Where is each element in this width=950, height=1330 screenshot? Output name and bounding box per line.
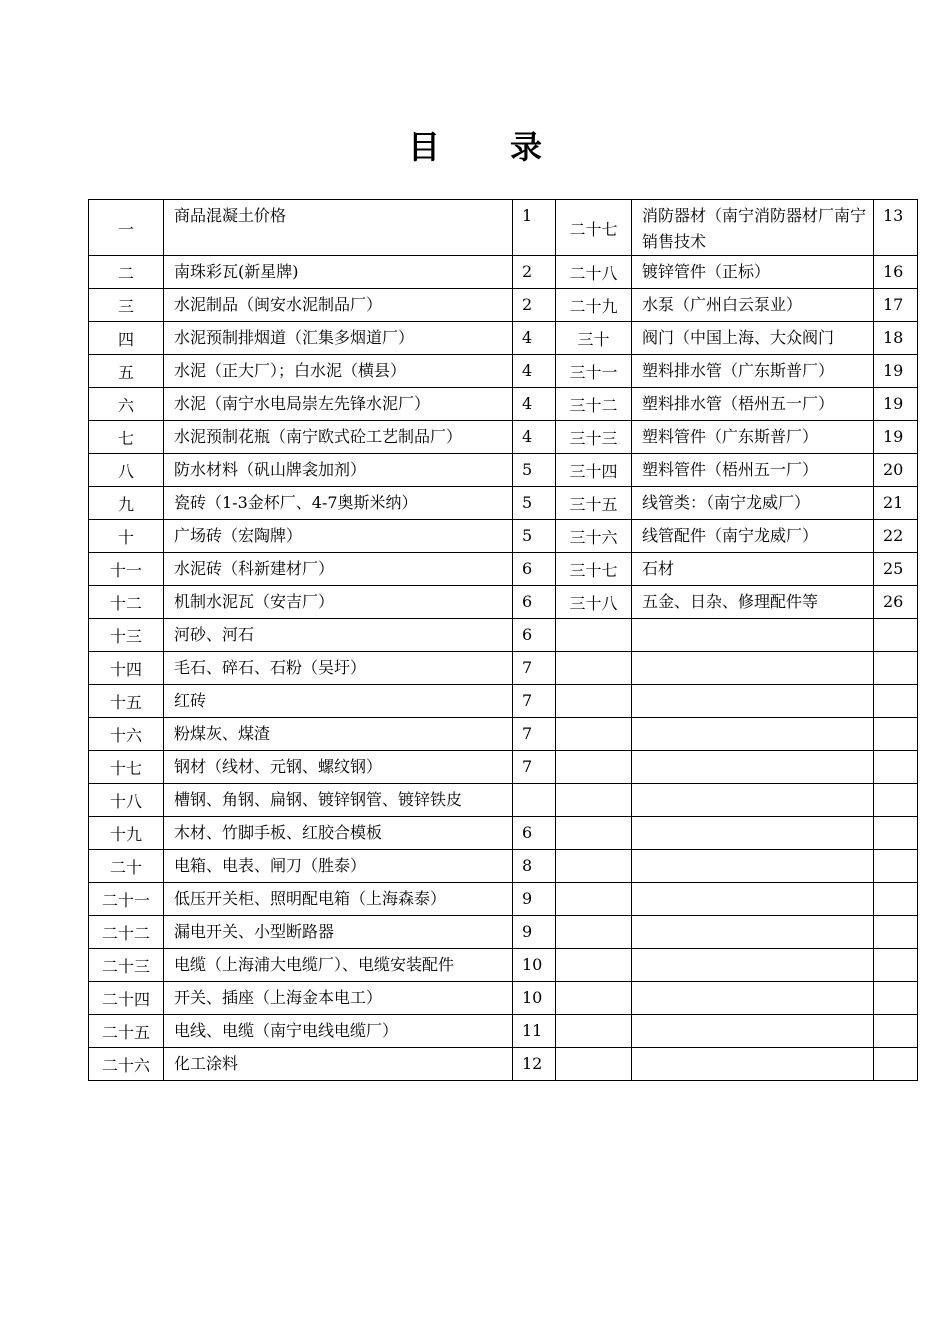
- toc-entry-name: 阀门（中国上海、大众阀门: [642, 328, 835, 347]
- toc-page-number: 11: [522, 1021, 543, 1040]
- toc-number-cell: [89, 322, 164, 355]
- toc-entry-name: 漏电开关、小型断路器: [174, 922, 335, 941]
- toc-number-cell: [556, 487, 632, 520]
- toc-page-number-cell: [513, 685, 556, 718]
- toc-page-number-cell: [513, 619, 556, 652]
- toc-entry-name-cell: [164, 322, 513, 355]
- toc-page-number-cell: [513, 520, 556, 553]
- toc-row: [89, 685, 918, 718]
- toc-number-cell: [89, 520, 164, 553]
- toc-number: 二十二: [101, 924, 150, 943]
- toc-number-cell: [89, 751, 164, 784]
- toc-page-number: 4: [522, 427, 533, 446]
- toc-number: 十九: [109, 825, 142, 844]
- toc-entry-name: 水泥预制排烟道（汇集多烟道厂）: [174, 328, 415, 347]
- toc-entry-name: 石材: [642, 559, 675, 578]
- toc-row: [89, 1048, 918, 1081]
- toc-number-cell: [89, 388, 164, 421]
- toc-number: 三十八: [569, 594, 618, 613]
- toc-page-number-cell: [513, 1015, 556, 1048]
- toc-page-number: 6: [522, 592, 533, 611]
- toc-entry-name-cell: [632, 1015, 874, 1048]
- toc-number: 二十六: [101, 1056, 150, 1075]
- toc-number: 一: [117, 219, 134, 239]
- toc-number: 三十三: [569, 429, 618, 448]
- toc-page-number: 1: [522, 206, 533, 225]
- toc-entry-name-cell: [632, 751, 874, 784]
- toc-page-number-cell: [513, 355, 556, 388]
- toc-page-number: 20: [883, 460, 904, 479]
- toc-number: 二十三: [101, 957, 150, 976]
- toc-page-number: 7: [522, 691, 533, 710]
- toc-page-number-cell: [513, 850, 556, 883]
- toc-entry-name: 消防器材（南宁消防器材厂南宁销售技术: [642, 206, 867, 251]
- toc-page-number-cell: [513, 454, 556, 487]
- toc-row: [89, 487, 918, 520]
- toc-number-cell: [556, 586, 632, 619]
- toc-number: 十五: [109, 693, 142, 712]
- toc-number-cell: [89, 982, 164, 1015]
- toc-number: 十三: [109, 627, 142, 646]
- toc-entry-name: 线管配件（南宁龙威厂）: [642, 526, 819, 545]
- toc-page-number-cell: [513, 487, 556, 520]
- toc-page-number-cell: [874, 256, 918, 289]
- toc-entry-name: 电箱、电表、闸刀（胜泰）: [174, 856, 367, 875]
- toc-number-cell: [556, 718, 632, 751]
- toc-number-cell: [89, 454, 164, 487]
- toc-page-number: 4: [522, 394, 533, 413]
- toc-page-number-cell: [513, 256, 556, 289]
- toc-entry-name-cell: [164, 388, 513, 421]
- toc-number-cell: [89, 1048, 164, 1081]
- toc-number-cell: [556, 949, 632, 982]
- toc-page-number-cell: [874, 685, 918, 718]
- toc-number: 七: [117, 429, 134, 448]
- toc-entry-name-cell: [632, 200, 874, 256]
- toc-page-number-cell: [513, 751, 556, 784]
- toc-entry-name: 红砖: [174, 691, 207, 710]
- toc-entry-name: 机制水泥瓦（安吉厂）: [174, 592, 335, 611]
- toc-entry-name-cell: [164, 200, 513, 256]
- toc-number-cell: [556, 388, 632, 421]
- toc-entry-name: 塑料排水管（广东斯普厂）: [642, 361, 835, 380]
- toc-page-number-cell: [874, 289, 918, 322]
- toc-page-number: 21: [883, 493, 904, 512]
- toc-entry-name: 槽钢、角钢、扁钢、镀锌钢管、镀锌铁皮: [174, 790, 463, 809]
- toc-entry-name-cell: [632, 949, 874, 982]
- toc-entry-name: 水泥预制花瓶（南宁欧式砼工艺制品厂）: [174, 427, 463, 446]
- toc-entry-name-cell: [632, 718, 874, 751]
- toc-entry-name-cell: [632, 685, 874, 718]
- toc-number: 二十一: [101, 891, 150, 910]
- toc-entry-name: 电缆（上海浦大电缆厂）、电缆安装配件: [174, 955, 455, 974]
- toc-page-number-cell: [513, 982, 556, 1015]
- toc-number-cell: [556, 200, 632, 256]
- toc-page-number: 9: [522, 889, 533, 908]
- toc-number-cell: [556, 850, 632, 883]
- toc-entry-name-cell: [632, 421, 874, 454]
- toc-row: [89, 718, 918, 751]
- toc-page-number-cell: [874, 718, 918, 751]
- toc-page-number: 19: [883, 361, 904, 380]
- toc-page-number: 5: [522, 526, 533, 545]
- toc-entry-name: 电线、电缆（南宁电线电缆厂）: [174, 1021, 399, 1040]
- toc-entry-name: 镀锌管件（正标）: [642, 262, 771, 281]
- toc-entry-name-cell: [164, 520, 513, 553]
- toc-number: 二十五: [101, 1023, 150, 1042]
- toc-number: 二十七: [569, 219, 618, 239]
- toc-entry-name-cell: [164, 619, 513, 652]
- toc-entry-name-cell: [632, 454, 874, 487]
- toc-page-number-cell: [874, 355, 918, 388]
- toc-page-number-cell: [513, 949, 556, 982]
- toc-number-cell: [89, 289, 164, 322]
- toc-page-number-cell: [513, 421, 556, 454]
- toc-page-number-cell: [874, 916, 918, 949]
- toc-number: 六: [117, 396, 134, 415]
- toc-number: 九: [117, 495, 134, 514]
- toc-entry-name-cell: [164, 850, 513, 883]
- toc-number: 十: [117, 528, 134, 547]
- toc-number: 三十一: [569, 363, 618, 382]
- toc-number: 三十五: [569, 495, 618, 514]
- toc-row: [89, 520, 918, 553]
- toc-entry-name: 开关、插座（上海金本电工）: [174, 988, 383, 1007]
- toc-number: 十四: [109, 660, 142, 679]
- toc-number-cell: [556, 685, 632, 718]
- toc-number: 二十四: [101, 990, 150, 1009]
- toc-number: 十七: [109, 759, 142, 778]
- toc-row: [89, 553, 918, 586]
- toc-entry-name: 钢材（线材、元钢、螺纹钢）: [174, 757, 383, 776]
- toc-number: 三十六: [569, 528, 618, 547]
- toc-number: 二十八: [569, 264, 618, 283]
- toc-entry-name: 线管类：（南宁龙威厂）: [642, 493, 811, 512]
- toc-page-number-cell: [513, 388, 556, 421]
- toc-page-number-cell: [874, 850, 918, 883]
- toc-entry-name-cell: [164, 289, 513, 322]
- toc-entry-name-cell: [632, 553, 874, 586]
- toc-entry-name: 低压开关柜、照明配电箱（上海森泰）: [174, 889, 447, 908]
- toc-page-number: 25: [883, 559, 904, 578]
- toc-number-cell: [89, 355, 164, 388]
- toc-page-number: 22: [883, 526, 904, 545]
- toc-number: 五: [117, 363, 134, 382]
- toc-entry-name-cell: [164, 751, 513, 784]
- toc-number-cell: [89, 784, 164, 817]
- toc-row: [89, 256, 918, 289]
- toc-number-cell: [556, 553, 632, 586]
- toc-number-cell: [556, 355, 632, 388]
- toc-number-cell: [89, 619, 164, 652]
- toc-entry-name-cell: [632, 883, 874, 916]
- toc-entry-name: 水泥制品（闽安水泥制品厂）: [174, 295, 383, 314]
- toc-page-number-cell: [513, 652, 556, 685]
- toc-page-number-cell: [874, 388, 918, 421]
- toc-number-cell: [556, 454, 632, 487]
- toc-entry-name-cell: [632, 982, 874, 1015]
- toc-entry-name-cell: [164, 916, 513, 949]
- toc-number: 三十七: [569, 561, 618, 580]
- toc-entry-name-cell: [632, 388, 874, 421]
- toc-entry-name: 广场砖（宏陶牌）: [174, 526, 303, 545]
- toc-page-number-cell: [513, 784, 556, 817]
- toc-page-number: 17: [883, 295, 904, 314]
- toc-page-number-cell: [874, 883, 918, 916]
- toc-page-number: 6: [522, 559, 533, 578]
- toc-entry-name-cell: [632, 520, 874, 553]
- toc-entry-name-cell: [164, 1015, 513, 1048]
- toc-page-number-cell: [513, 817, 556, 850]
- toc-number-cell: [556, 289, 632, 322]
- toc-page-number-cell: [874, 982, 918, 1015]
- toc-entry-name: 塑料排水管（梧州五一厂）: [642, 394, 835, 413]
- toc-page-number-cell: [874, 652, 918, 685]
- toc-row: [89, 322, 918, 355]
- toc-entry-name-cell: [632, 355, 874, 388]
- toc-page-number-cell: [874, 949, 918, 982]
- toc-number-cell: [89, 685, 164, 718]
- toc-number-cell: [89, 949, 164, 982]
- toc-entry-name-cell: [164, 718, 513, 751]
- toc-page-number: 19: [883, 394, 904, 413]
- toc-entry-name: 防水材料（矾山牌衾加剂）: [174, 460, 367, 479]
- toc-row: [89, 388, 918, 421]
- toc-number-cell: [556, 883, 632, 916]
- toc-number: 二十九: [569, 297, 618, 316]
- toc-row: [89, 652, 918, 685]
- toc-number: 八: [117, 462, 134, 481]
- toc-entry-name-cell: [164, 553, 513, 586]
- toc-page-number-cell: [874, 487, 918, 520]
- toc-row: [89, 454, 918, 487]
- toc-entry-name-cell: [632, 487, 874, 520]
- toc-entry-name-cell: [164, 949, 513, 982]
- toc-row: [89, 289, 918, 322]
- toc-entry-name-cell: [632, 850, 874, 883]
- toc-entry-name-cell: [164, 421, 513, 454]
- toc-number-cell: [556, 520, 632, 553]
- toc-number: 十二: [109, 594, 142, 613]
- toc-number-cell: [556, 619, 632, 652]
- toc-page-number-cell: [874, 586, 918, 619]
- toc-page-number: 2: [522, 262, 533, 281]
- toc-number-cell: [556, 916, 632, 949]
- toc-entry-name: 塑料管件（广东斯普厂）: [642, 427, 819, 446]
- toc-entry-name: 南珠彩瓦(新星牌): [174, 262, 299, 281]
- toc-page-number: 12: [522, 1054, 543, 1073]
- toc-entry-name-cell: [164, 1048, 513, 1081]
- toc-page-number-cell: [874, 751, 918, 784]
- toc-page-number: 6: [522, 625, 533, 644]
- toc-entry-name-cell: [164, 883, 513, 916]
- toc-number-cell: [556, 817, 632, 850]
- toc-page-number-cell: [513, 200, 556, 256]
- toc-entry-name: 木材、竹脚手板、红胶合模板: [174, 823, 383, 842]
- toc-number: 十八: [109, 792, 142, 811]
- toc-row: [89, 200, 918, 256]
- toc-entry-name: 水泥（正大厂）；白水泥（横县）: [174, 361, 407, 380]
- toc-page-number: 9: [522, 922, 533, 941]
- toc-page-number: 2: [522, 295, 533, 314]
- toc-number: 十六: [109, 726, 142, 745]
- toc-row: [89, 619, 918, 652]
- toc-page-number-cell: [874, 817, 918, 850]
- toc-row: [89, 421, 918, 454]
- toc-number-cell: [556, 256, 632, 289]
- toc-row: [89, 1015, 918, 1048]
- toc-number: 二: [117, 264, 134, 283]
- toc-entry-name-cell: [632, 652, 874, 685]
- toc-number-cell: [89, 200, 164, 256]
- toc-number: 三十四: [569, 462, 618, 481]
- toc-page-number: 7: [522, 658, 533, 677]
- toc-entry-name-cell: [164, 355, 513, 388]
- toc-number-cell: [556, 982, 632, 1015]
- toc-page-number-cell: [513, 586, 556, 619]
- toc-page-number: 10: [522, 955, 543, 974]
- toc-number-cell: [89, 883, 164, 916]
- toc-number: 三十二: [569, 396, 618, 415]
- toc-number-cell: [89, 256, 164, 289]
- toc-page-number: 4: [522, 328, 533, 347]
- toc-page-number-cell: [874, 1048, 918, 1081]
- toc-number-cell: [89, 652, 164, 685]
- toc-number-cell: [89, 1015, 164, 1048]
- toc-entry-name-cell: [164, 454, 513, 487]
- toc-entry-name-cell: [164, 652, 513, 685]
- toc-page-number: 10: [522, 988, 543, 1007]
- toc-number-cell: [89, 586, 164, 619]
- toc-entry-name-cell: [164, 817, 513, 850]
- toc-row: [89, 355, 918, 388]
- toc-page-number: 7: [522, 757, 533, 776]
- toc-page-number-cell: [874, 200, 918, 256]
- toc-row: [89, 949, 918, 982]
- toc-number-cell: [89, 487, 164, 520]
- toc-number-cell: [89, 817, 164, 850]
- toc-entry-name-cell: [164, 487, 513, 520]
- toc-entry-name-cell: [164, 685, 513, 718]
- toc-page-number-cell: [513, 553, 556, 586]
- toc-row: [89, 586, 918, 619]
- title-char-1: 目: [407, 128, 440, 166]
- toc-entry-name-cell: [164, 256, 513, 289]
- toc-number-cell: [556, 1015, 632, 1048]
- toc-entry-name-cell: [632, 916, 874, 949]
- toc-number-cell: [89, 421, 164, 454]
- toc-page-number-cell: [874, 619, 918, 652]
- toc-number-cell: [556, 421, 632, 454]
- toc-number-cell: [556, 652, 632, 685]
- toc-entry-name-cell: [164, 982, 513, 1015]
- toc-number: 三: [117, 297, 134, 316]
- toc-table: [88, 199, 918, 1081]
- toc-page-number: 5: [522, 493, 533, 512]
- toc-number: 四: [117, 330, 134, 349]
- toc-entry-name: 水泥（南宁水电局崇左先锋水泥厂）: [174, 394, 431, 413]
- toc-page-number: 7: [522, 724, 533, 743]
- toc-entry-name-cell: [632, 256, 874, 289]
- toc-number-cell: [556, 751, 632, 784]
- toc-number: 十一: [109, 561, 142, 580]
- toc-page-number: 6: [522, 823, 533, 842]
- toc-entry-name: 化工涂料: [174, 1054, 239, 1073]
- toc-page-number-cell: [874, 454, 918, 487]
- toc-page-number-cell: [874, 784, 918, 817]
- toc-entry-name: 河砂、河石: [174, 625, 255, 644]
- toc-entry-name: 塑料管件（梧州五一厂）: [642, 460, 819, 479]
- toc-row: [89, 751, 918, 784]
- toc-page-number-cell: [513, 289, 556, 322]
- toc-entry-name: 商品混凝土价格: [174, 206, 287, 225]
- toc-entry-name-cell: [632, 817, 874, 850]
- toc-page-number: 19: [883, 427, 904, 446]
- toc-page-number: 18: [883, 328, 904, 347]
- toc-row: [89, 817, 918, 850]
- toc-page-number: 5: [522, 460, 533, 479]
- toc-row: [89, 784, 918, 817]
- toc-entry-name: 水泥砖（科新建材厂）: [174, 559, 335, 578]
- toc-number-cell: [89, 718, 164, 751]
- toc-page-number-cell: [874, 553, 918, 586]
- toc-entry-name: 水泵（广州白云泵业）: [642, 295, 803, 314]
- toc-entry-name-cell: [164, 784, 513, 817]
- toc-entry-name-cell: [632, 586, 874, 619]
- toc-row: [89, 982, 918, 1015]
- toc-page-number: 8: [522, 856, 533, 875]
- toc-entry-name-cell: [632, 784, 874, 817]
- toc-entry-name: 五金、日杂、修理配件等: [642, 592, 819, 611]
- toc-number-cell: [556, 1048, 632, 1081]
- toc-page-number-cell: [874, 520, 918, 553]
- toc-number: 二十: [109, 858, 142, 877]
- toc-number: 三十: [577, 330, 610, 349]
- toc-page-number-cell: [513, 916, 556, 949]
- toc-row: [89, 916, 918, 949]
- toc-page-number-cell: [513, 322, 556, 355]
- toc-row: [89, 850, 918, 883]
- toc-entry-name-cell: [632, 619, 874, 652]
- toc-page-number: 4: [522, 361, 533, 380]
- page-title: [0, 122, 950, 168]
- toc-row: [89, 883, 918, 916]
- toc-page-number-cell: [874, 421, 918, 454]
- toc-page-number: 13: [883, 206, 904, 225]
- toc-page-number-cell: [874, 322, 918, 355]
- toc-page-number-cell: [874, 1015, 918, 1048]
- toc-entry-name: 瓷砖（1-3金杯厂、4-7奥斯米纳）: [174, 493, 418, 512]
- toc-entry-name-cell: [632, 322, 874, 355]
- toc-number-cell: [89, 850, 164, 883]
- toc-number-cell: [556, 784, 632, 817]
- toc-entry-name-cell: [632, 289, 874, 322]
- toc-page-number: 26: [883, 592, 904, 611]
- toc-entry-name: 粉煤灰、煤渣: [174, 724, 271, 743]
- toc-page-number: 16: [883, 262, 904, 281]
- toc-page-number-cell: [513, 718, 556, 751]
- toc-number-cell: [556, 322, 632, 355]
- toc-page-number-cell: [513, 883, 556, 916]
- toc-entry-name-cell: [632, 1048, 874, 1081]
- toc-number-cell: [89, 553, 164, 586]
- toc-page-number-cell: [513, 1048, 556, 1081]
- title-char-2: 录: [510, 128, 543, 166]
- toc-number-cell: [89, 916, 164, 949]
- toc-entry-name-cell: [164, 586, 513, 619]
- toc-entry-name: 毛石、碎石、石粉（吴圩）: [174, 658, 367, 677]
